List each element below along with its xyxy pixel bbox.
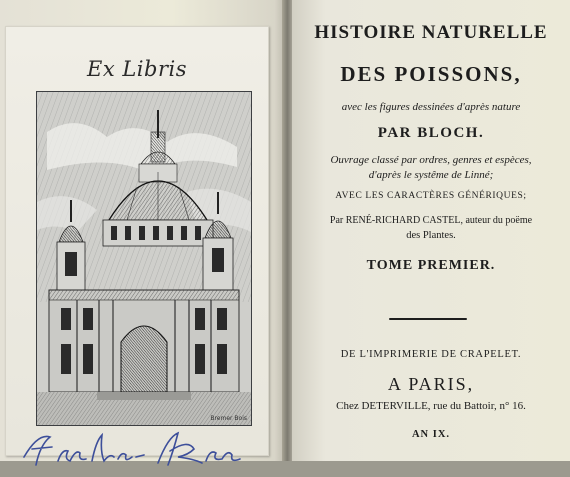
editor-line-2: des Plantes. bbox=[406, 230, 456, 241]
volume-label: TOME PREMIER. bbox=[366, 258, 496, 273]
title-line-2: DES POISSONS, bbox=[340, 62, 522, 86]
subtitle: avec les figures dessinées d'après nature bbox=[341, 101, 521, 113]
artist-signature: Bremer Bois bbox=[210, 415, 247, 422]
title-page bbox=[292, 0, 570, 461]
city: A PARIS, bbox=[387, 374, 475, 394]
cathedral-illustration bbox=[37, 92, 251, 425]
divider-rule bbox=[389, 318, 467, 320]
publisher-address: Chez DETERVILLE, rue du Battoir, n° 16. bbox=[336, 400, 526, 412]
description-line-3: AVEC LES CARACTÈRES GÉNÉRIQUES; bbox=[335, 191, 527, 201]
description-line-2: d'après le systême de Linné; bbox=[368, 169, 494, 181]
owner-signature bbox=[18, 427, 258, 472]
ex-libris-heading: Ex Libris bbox=[87, 57, 187, 81]
left-page bbox=[0, 0, 286, 461]
author: PAR BLOCH. bbox=[377, 125, 485, 141]
title-line-1: HISTOIRE NATURELLE bbox=[314, 22, 548, 43]
printer: DE L'IMPRIMERIE DE CRAPELET. bbox=[340, 349, 522, 360]
bookplate bbox=[5, 26, 269, 456]
description-line-1: Ouvrage classé par ordres, genres et espèces, bbox=[330, 154, 532, 166]
handwritten-signature-image bbox=[18, 427, 258, 472]
cathedral-etching bbox=[36, 91, 252, 426]
publication-year: AN IX. bbox=[411, 429, 451, 440]
editor-line-1: Par RENÉ-RICHARD CASTEL, auteur du poëme bbox=[329, 215, 533, 226]
